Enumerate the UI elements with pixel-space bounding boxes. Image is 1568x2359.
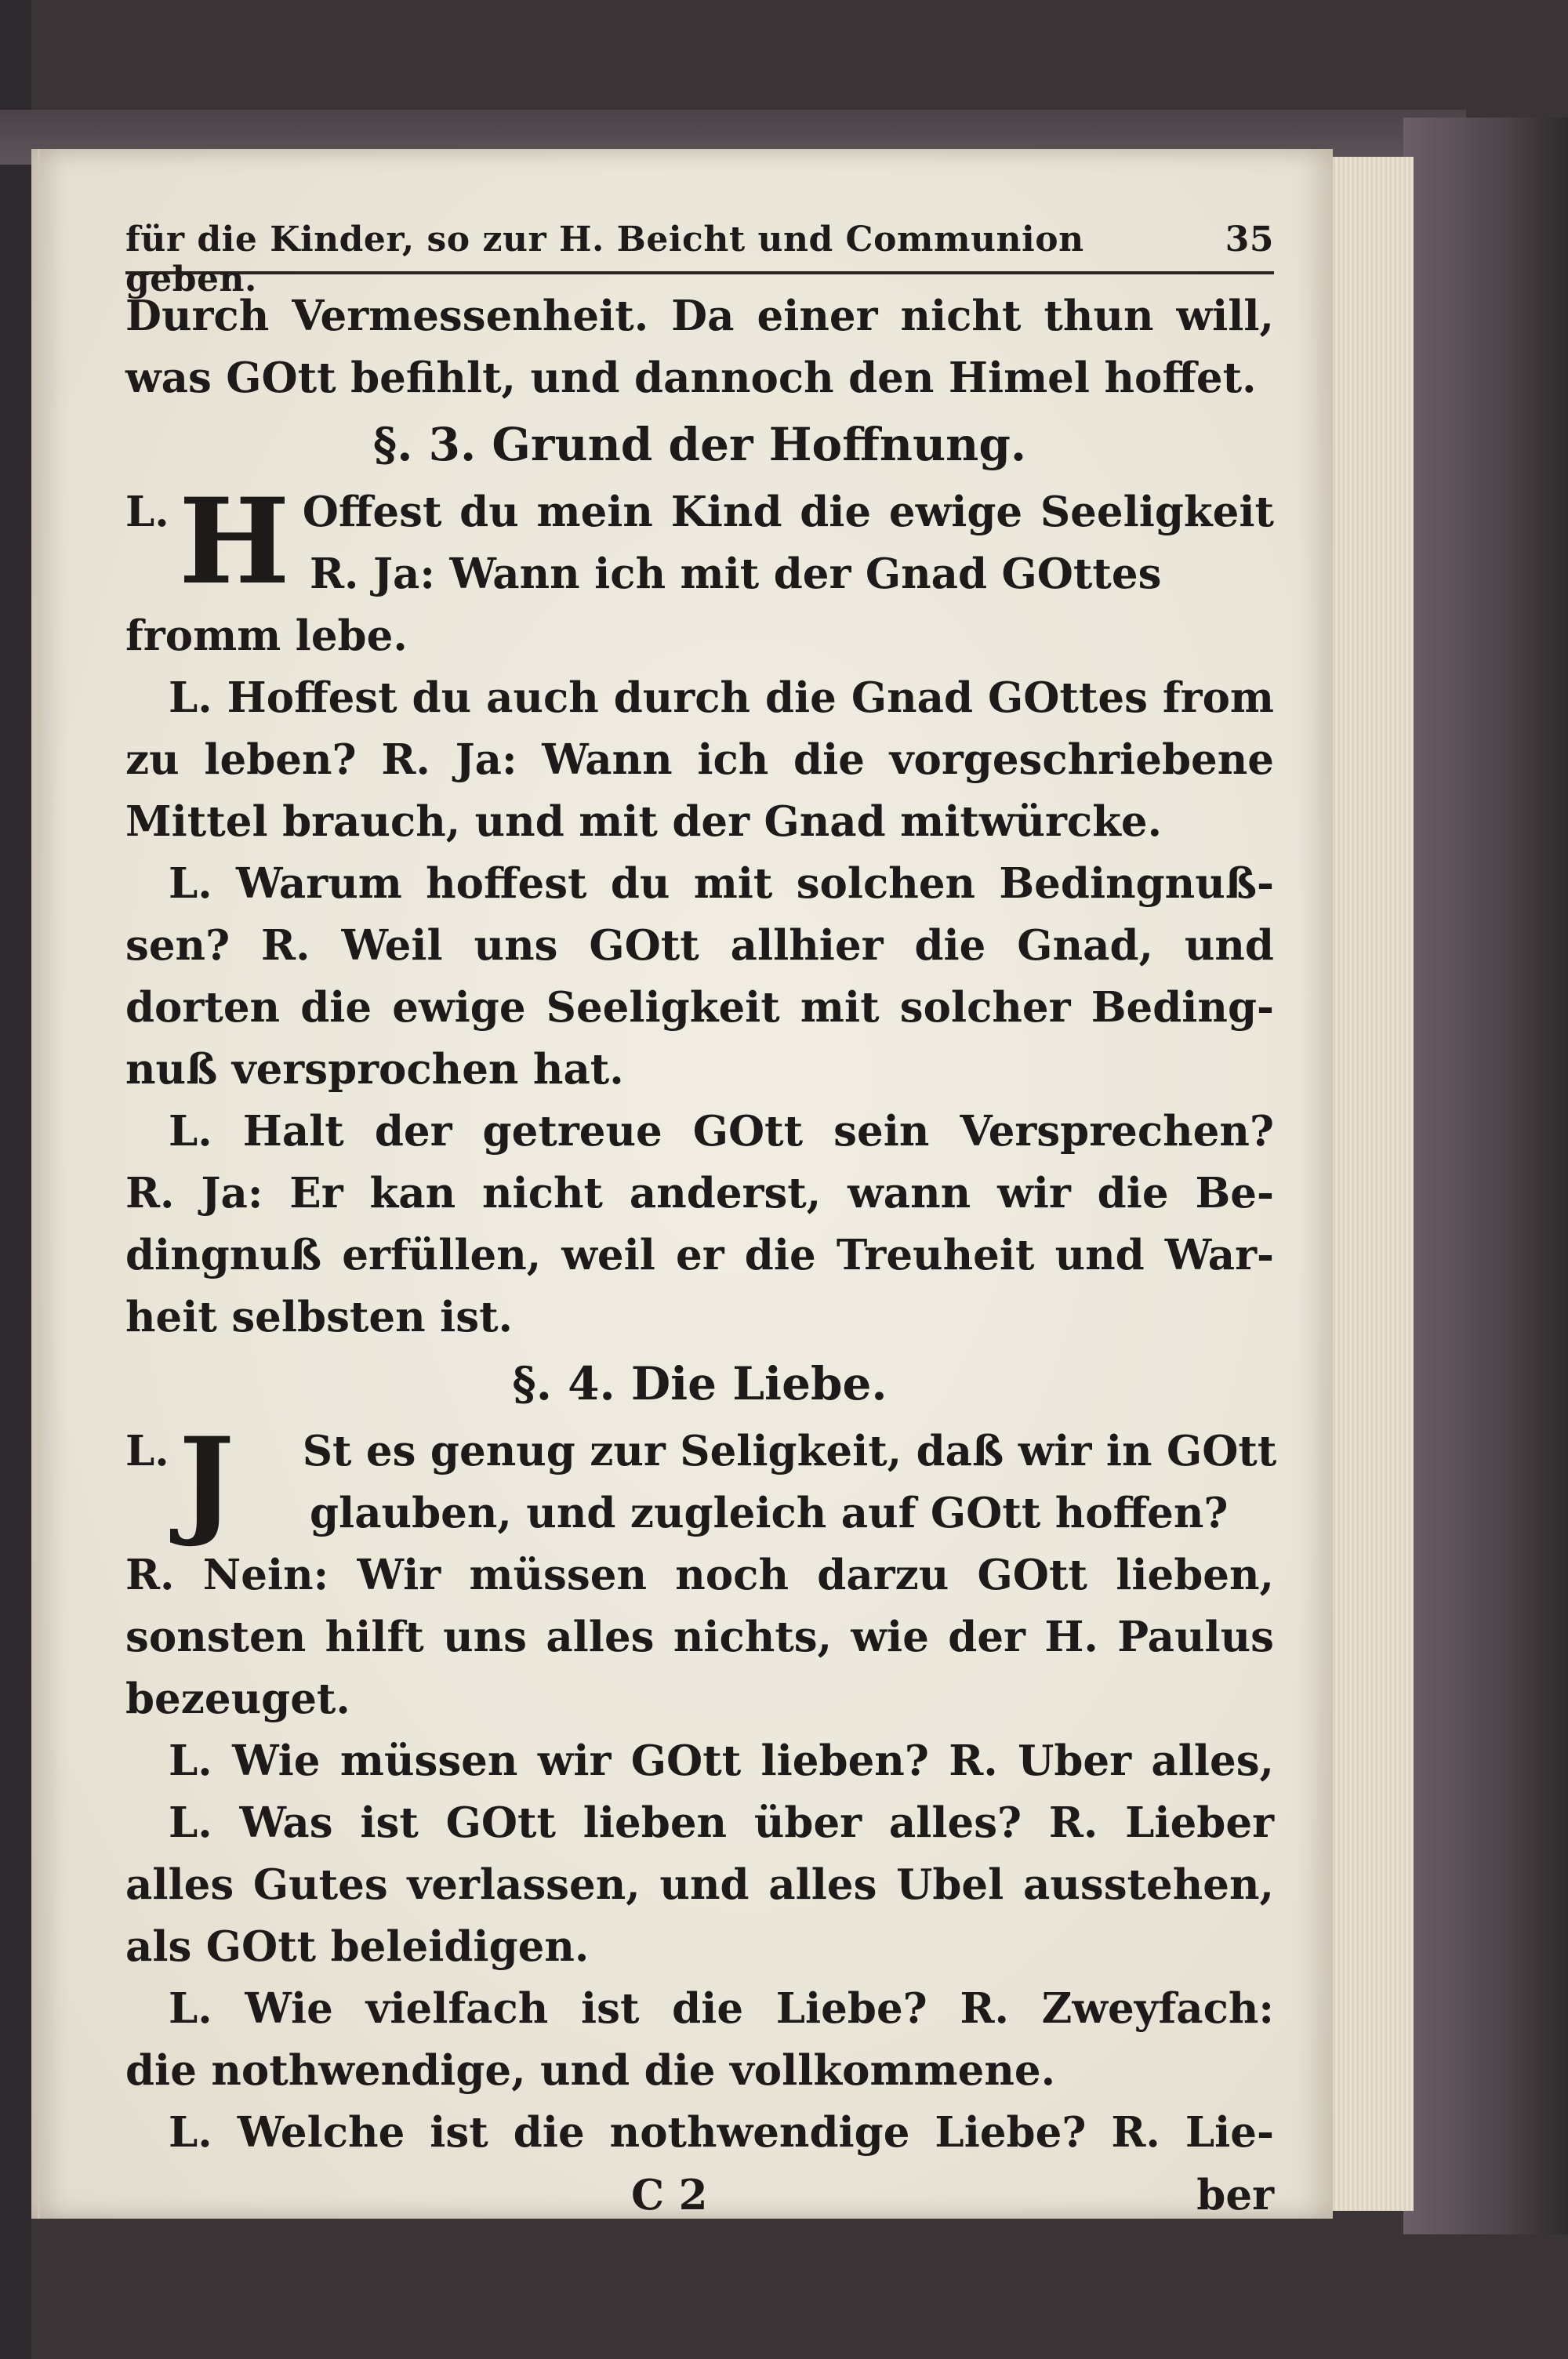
lead-label: L. bbox=[125, 1427, 169, 1475]
text-line bbox=[125, 1421, 1277, 1483]
signature-mark: C 2 bbox=[631, 2171, 708, 2219]
text-line: L. Halt der getreue GOtt sein Versprechen? bbox=[169, 1107, 1274, 1156]
section-heading: §. 3. Grund der Hoffnung. bbox=[372, 418, 1027, 471]
text-line: L. Hoffest du auch durch die Gnad GOttes from bbox=[169, 673, 1274, 722]
text-line: alles Gutes verlassen, und alles Ubel ausstehen, bbox=[125, 1860, 1274, 1909]
catchword: ber bbox=[1196, 2171, 1274, 2219]
text-line: R. Nein: Wir müssen noch darzu GOtt lieben, bbox=[125, 1551, 1274, 1599]
text-line: L. Wie müssen wir GOtt lieben? R. Uber alles, bbox=[169, 1737, 1274, 1785]
page-edges bbox=[1325, 157, 1414, 2211]
text-line: zu leben? R. Ja: Wann ich die vorgeschriebene bbox=[125, 735, 1274, 784]
running-header bbox=[125, 220, 1274, 299]
text-line: fromm lebe. bbox=[125, 612, 408, 660]
first-line-text: St es genug zur Seligkeit, daß wir in GOtt bbox=[302, 1427, 1277, 1475]
book-board-left bbox=[0, 0, 31, 2359]
book-cover-right bbox=[1403, 118, 1568, 2234]
gutter bbox=[38, 149, 40, 2219]
text-line: bezeuget. bbox=[125, 1675, 350, 1723]
lead-label: L. bbox=[125, 488, 169, 536]
running-title: für die Kinder, so zur H. Beicht und Communion geben. bbox=[125, 220, 1084, 299]
book-page bbox=[31, 149, 1333, 2219]
initial-paragraph bbox=[125, 473, 1274, 611]
text-line: heit selbsten ist. bbox=[125, 1293, 514, 1341]
text-line: was GOtt befihlt, und dannoch den Himel hoffet. bbox=[125, 354, 1257, 402]
text-line: L. Warum hoffest du mit solchen Bedingnuß- bbox=[169, 859, 1274, 908]
page-number: 35 bbox=[1225, 220, 1274, 259]
text-line: dorten die ewige Seeligkeit mit solcher Beding- bbox=[125, 983, 1274, 1032]
text-line: sonsten hilft uns alles nichts, wie der H. Paulus bbox=[125, 1613, 1274, 1661]
text-line: L. Wie vielfach ist die Liebe? R. Zweyfach: bbox=[169, 1984, 1274, 2033]
initial-paragraph bbox=[125, 1412, 1277, 1550]
text-line: Durch Vermessenheit. Da einer nicht thun will, bbox=[125, 292, 1274, 340]
text-line: Mittel brauch, und mit der Gnad mitwürcke. bbox=[125, 797, 1163, 846]
text-line: glauben, und zugleich auf GOtt hoffen? bbox=[310, 1489, 1229, 1537]
text-line: nuß versprochen hat. bbox=[125, 1045, 624, 1094]
first-line-text: Offest du mein Kind die ewige Seeligkeit bbox=[302, 488, 1274, 536]
text-line: L. Was ist GOtt lieben über alles? R. Lieber bbox=[169, 1798, 1274, 1847]
text-line bbox=[125, 481, 1274, 543]
text-block bbox=[125, 220, 1277, 2227]
page-footer bbox=[125, 2164, 1274, 2227]
text-line: R. Ja: Wann ich mit der Gnad GOttes bbox=[310, 550, 1162, 598]
text-line: sen? R. Weil uns GOtt allhier die Gnad, und bbox=[125, 921, 1274, 970]
text-line: die nothwendige, und die vollkommene. bbox=[125, 2046, 1056, 2095]
drop-cap-initial: J bbox=[179, 1412, 234, 1550]
text-line: R. Ja: Er kan nicht anderst, wann wir die Be- bbox=[125, 1169, 1274, 1218]
drop-cap-initial: H bbox=[179, 473, 290, 611]
text-line: dingnuß erfüllen, weil er die Treuheit und War- bbox=[125, 1231, 1274, 1279]
section-heading: §. 4. Die Liebe. bbox=[512, 1357, 887, 1410]
text-line: als GOtt beleidigen. bbox=[125, 1922, 590, 1971]
text-line: L. Welche ist die nothwendige Liebe? R. Lie- bbox=[169, 2108, 1274, 2157]
